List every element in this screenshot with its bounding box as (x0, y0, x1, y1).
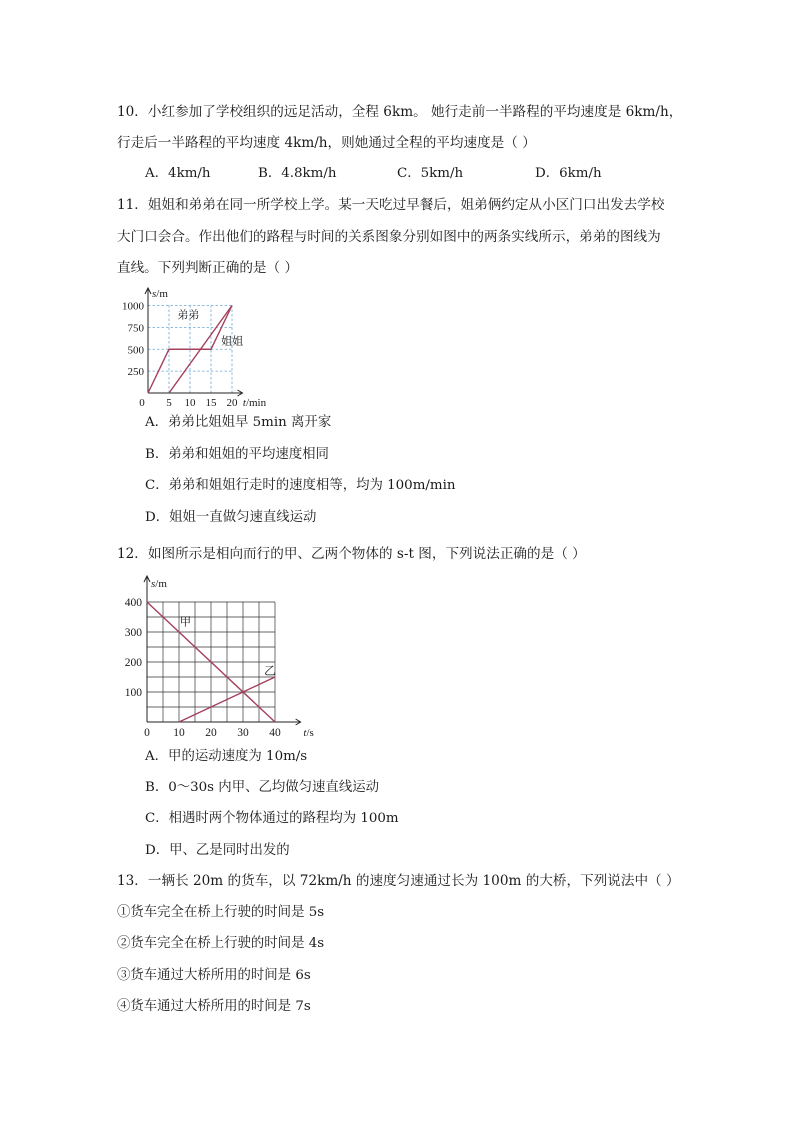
q13-statement-2: ②货车完全在桥上行驶的时间是 4s (117, 936, 325, 951)
x-tick-label: 10 (173, 727, 185, 739)
q12-option-a: A．甲的运动速度为 10m/s (145, 749, 308, 764)
q12-option-b: B．0～30s 内甲、乙均做匀速直线运动 (145, 780, 379, 795)
q11-option-d: D．姐姐一直做匀速直线运动 (145, 510, 317, 525)
y-tick-label: 400 (124, 597, 142, 609)
q13-statement-1: ①货车完全在桥上行驶的时间是 5s (117, 905, 325, 920)
q11-option-a: A．弟弟比姐姐早 5min 离开家 (145, 415, 332, 430)
y-axis-label: s/m (151, 578, 167, 590)
q10-option-c: C．5km/h (397, 166, 464, 181)
y-tick-label: 250 (127, 366, 144, 379)
x-tick-label: 0 (139, 397, 145, 409)
q10-line-2: 行走后一半路程的平均速度 4km/h，则她通过全程的平均速度是（ ） (117, 135, 536, 151)
series-label-brother: 弟弟 (177, 309, 200, 322)
series-label-yi: 乙 (264, 665, 276, 678)
q10-option-d: D．6km/h (535, 166, 602, 181)
y-tick-label: 300 (124, 627, 142, 639)
y-tick-label: 500 (127, 344, 144, 357)
y-tick-label: 750 (127, 322, 144, 335)
q11-line-3: 直线。下列判断正确的是（ ） (117, 260, 299, 276)
x-tick-label: 20 (205, 727, 217, 739)
x-tick-label: 40 (269, 727, 281, 739)
y-tick-label: 1000 (122, 300, 144, 313)
y-tick-label: 100 (124, 687, 142, 699)
q13-line-1: 13．一辆长 20m 的货车，以 72km/h 的速度匀速通过长为 100m 的大桥，下列说法中（ ） (117, 873, 680, 889)
y-axis-label: s/m (152, 288, 168, 300)
q11-chart (115, 285, 285, 410)
q12-chart-axes (144, 576, 301, 725)
q12-chart (115, 572, 315, 742)
y-tick-label: 200 (124, 657, 142, 669)
x-tick-label: 20 (226, 397, 238, 409)
q11-line-1: 11．姐姐和弟弟在同一所学校上学。某一天吃过早餐后，姐弟俩约定从小区门口出发去学校 (117, 197, 665, 213)
q11-option-b: B．弟弟和姐姐的平均速度相同 (145, 447, 329, 462)
x-tick-label: 0 (144, 727, 150, 739)
q11-option-c: C．弟弟和姐姐行走时的速度相等，均为 100m/min (145, 478, 456, 493)
q13-statement-3: ③货车通过大桥所用的时间是 6s (117, 968, 311, 983)
x-tick-label: 5 (166, 397, 172, 409)
series-label-sister: 姐姐 (221, 335, 244, 348)
q11-chart-labels (122, 288, 267, 409)
x-axis-label: t/s (303, 727, 314, 739)
x-tick-label: 15 (205, 397, 217, 409)
q13-statement-4: ④货车通过大桥所用的时间是 7s (117, 999, 311, 1014)
q12-line-1: 12．如图所示是相向而行的甲、乙两个物体的 s-t 图，下列说法正确的是（ ） (117, 546, 586, 562)
q11-line-2: 大门口会合。作出他们的路程与时间的关系图象分别如图中的两条实线所示，弟弟的图线为 (117, 229, 661, 245)
q12-option-d: D．甲、乙是同时出发的 (145, 843, 290, 858)
q10-line-1: 10．小红参加了学校组织的远足活动，全程 6km。 她行走前一半路程的平均速度是 6km/h， (117, 104, 683, 120)
x-axis-label: t/min (242, 397, 267, 409)
x-tick-label: 30 (237, 727, 249, 739)
x-tick-label: 10 (184, 397, 196, 409)
series-label-jia: 甲 (179, 616, 192, 629)
q10-option-b: B．4.8km/h (258, 166, 337, 181)
q10-option-a: A．4km/h (145, 166, 211, 181)
q12-option-c: C．相遇时两个物体通过的路程均为 100m (145, 811, 399, 826)
